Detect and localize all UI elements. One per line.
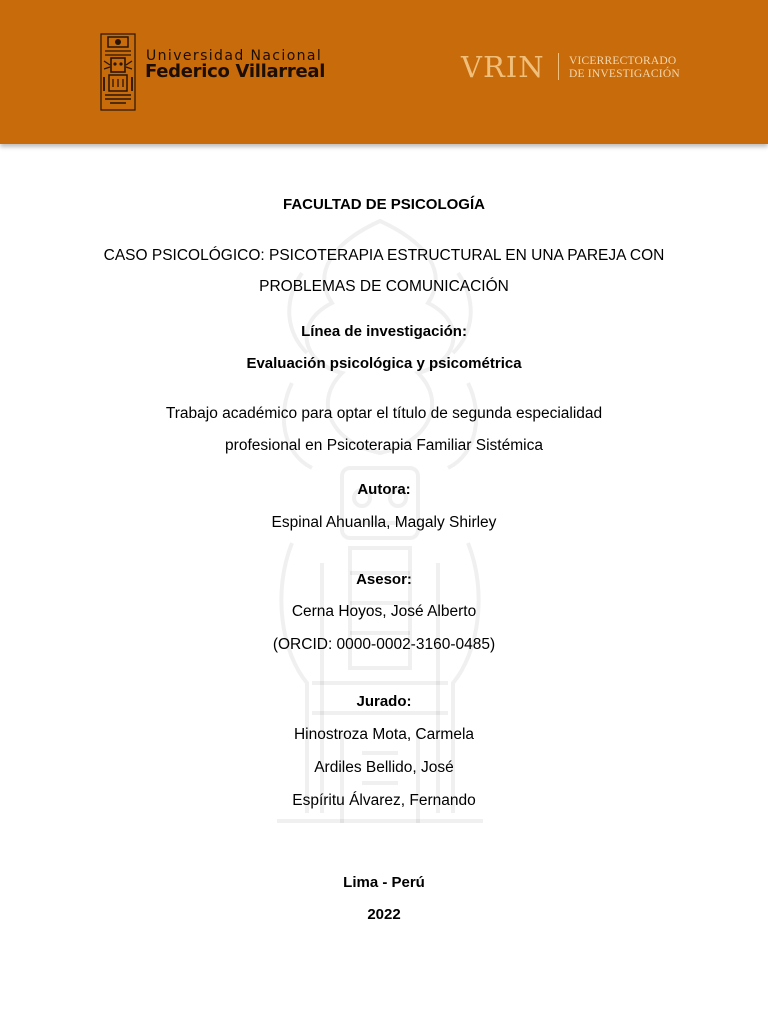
thesis-title-line2: PROBLEMAS DE COMUNICACIÓN — [259, 278, 509, 295]
faculty-name: FACULTAD DE PSICOLOGÍA — [283, 196, 485, 213]
vrin-logo: VRIN — [461, 50, 545, 84]
author-name: Espinal Ahuanlla, Magaly Shirley — [271, 514, 497, 531]
research-line-label: Línea de investigación: — [301, 323, 467, 340]
jury-member: Ardiles Bellido, José — [314, 759, 454, 776]
unfv-emblem-icon — [100, 33, 136, 111]
research-line-value: Evaluación psicológica y psicométrica — [246, 355, 522, 372]
advisor-orcid: (ORCID: 0000-0002-3160-0485) — [272, 636, 496, 653]
purpose-line1: Trabajo académico para optar el título de segunda especialidad — [165, 405, 603, 422]
university-name-line2: Federico Villarreal — [145, 61, 326, 82]
vrin-name-line1: VICERRECTORADO — [569, 55, 677, 67]
advisor-label: Asesor: — [356, 571, 412, 588]
year: 2022 — [367, 906, 401, 923]
jury-member: Espíritu Álvarez, Fernando — [292, 792, 476, 809]
thesis-title-line1: CASO PSICOLÓGICO: PSICOTERAPIA ESTRUCTURAL EN UNA PAREJA CON — [103, 247, 665, 264]
purpose-line2: profesional en Psicoterapia Familiar Sistémica — [225, 437, 543, 454]
header-band — [0, 0, 768, 144]
author-label: Autora: — [357, 481, 411, 498]
vrin-name-line2: DE INVESTIGACIÓN — [569, 68, 680, 80]
jury-member: Hinostroza Mota, Carmela — [293, 726, 475, 743]
advisor-name: Cerna Hoyos, José Alberto — [291, 603, 477, 620]
university-name-line1: Universidad Nacional — [146, 48, 323, 64]
place: Lima - Perú — [343, 874, 425, 891]
jury-label: Jurado: — [356, 693, 412, 710]
vrin-divider — [558, 53, 559, 80]
